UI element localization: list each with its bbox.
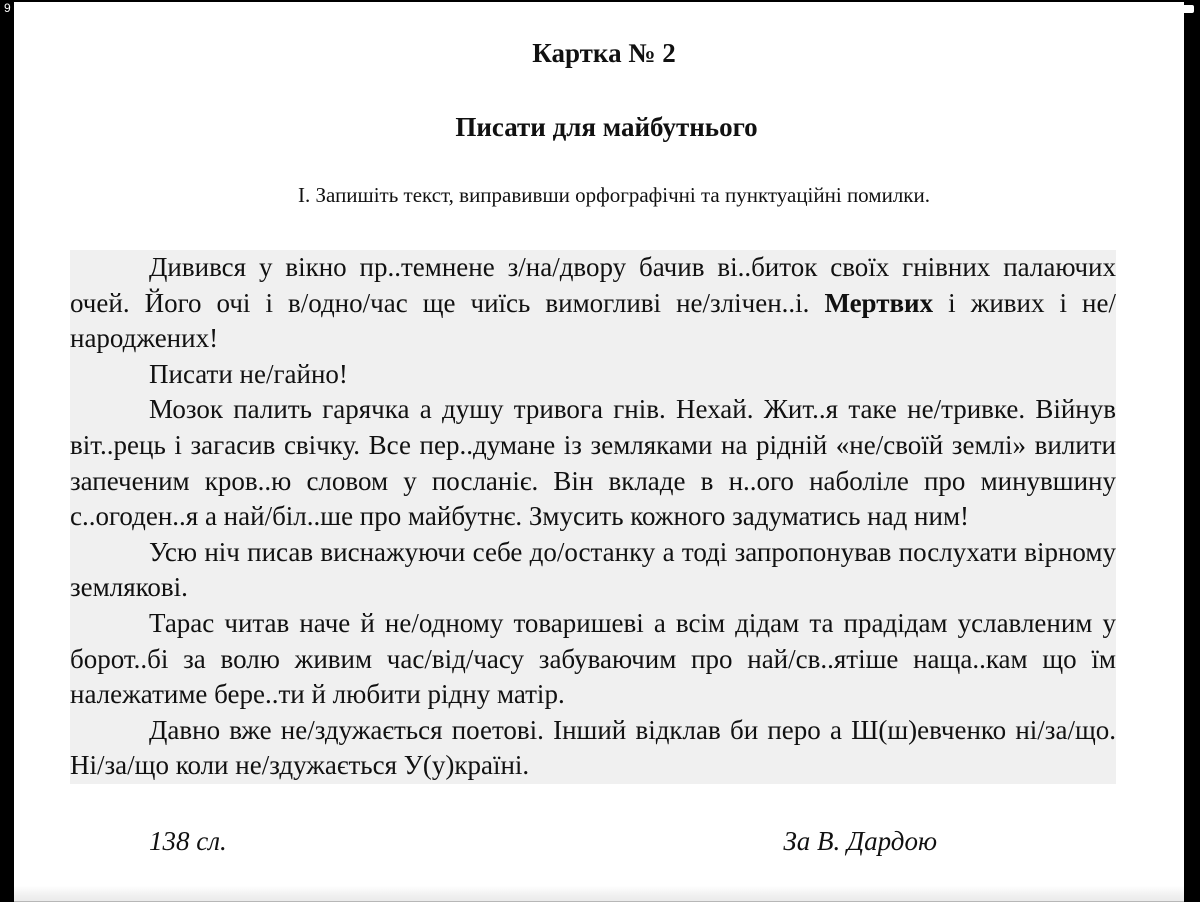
cut-off-text-line xyxy=(14,886,1184,902)
paragraph: Мозок палить гарячка а душу тривога гнів. Нехай. Жит..я таке не/тривке. Війнув віт..рець і загасив свічку. Все пер..думане із земляками на рідній «не/своїй землі» вилити запеченим кров..ю словом у посланіє. Він вкладе в н..ого наболіле про минувшину с..огоден..я а най/біл..ше про майбутнє. Змусить кожного задуматись над ним! xyxy=(70,394,1116,532)
task-instruction: І. Запишіть текст, виправивши орфографічні та пунктуаційні помилки. xyxy=(298,183,930,207)
document-title: Писати для майбутнього xyxy=(455,112,758,142)
document-page xyxy=(14,2,1184,901)
dictation-text xyxy=(70,250,1116,784)
document-footer xyxy=(149,826,937,857)
paragraph-text: Дивився у вікно пр..темнене з/на/двору бачив ві..биток своїх гнівних палаючих очей. Його очі і в/одно/час ще чиїсь вимогливі не/злічен..і. xyxy=(70,252,1116,318)
bold-word: Мертвих xyxy=(824,287,934,318)
status-time: 9 xyxy=(4,1,11,15)
paragraph: Усю ніч писав виснажуючи себе до/останку а тоді запропонував послухати вірному землякові. xyxy=(70,536,1116,603)
paragraph xyxy=(70,250,1116,357)
card-title: Картка № 2 xyxy=(532,38,676,68)
paragraph: Тарас читав наче й не/одному товаришеві а всім дідам та прадідам уславленим у борот..бі за волю живим час/від/часу забуваючим про най/св..ятіше наща..кам що їм належатиме бере..ти й любити рідну матір. xyxy=(70,607,1116,710)
word-count: 138 сл. xyxy=(149,826,227,856)
paragraph: Давно вже не/здужається поетові. Інший відклав би перо а Ш(ш)евченко ні/за/що. Ні/за/що коли не/здужається У(у)країні. xyxy=(70,714,1116,781)
paragraph-text: і живих і не/народжених! xyxy=(70,287,1116,354)
source-attribution: За В. Дардою xyxy=(783,826,937,856)
paragraph: Писати не/гайно! xyxy=(149,358,348,389)
